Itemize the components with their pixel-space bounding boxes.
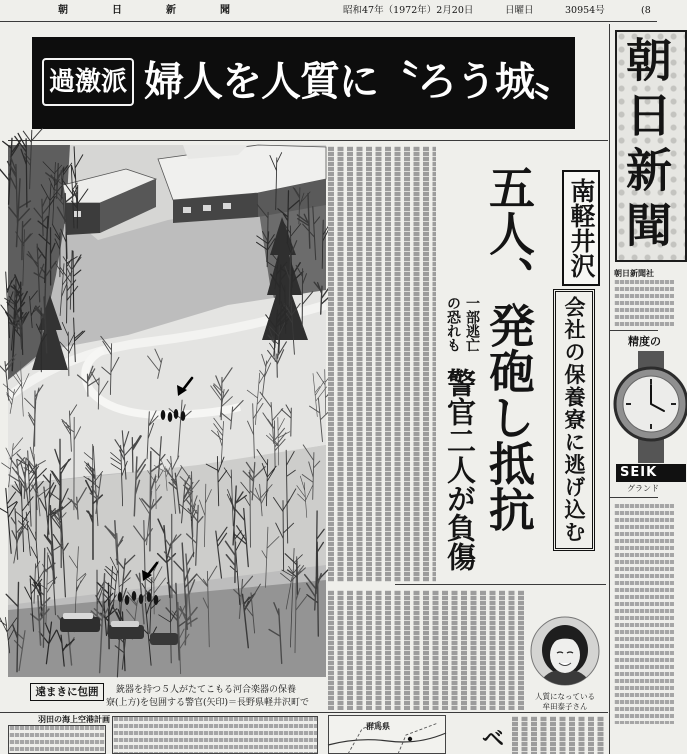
side-column	[609, 24, 673, 754]
photo-police-officer	[132, 591, 137, 601]
side-masthead-logo: 朝日新聞	[619, 36, 673, 256]
bottom-article-box	[112, 716, 318, 754]
banner-headline-bar	[32, 37, 575, 129]
watch-icon	[614, 351, 686, 463]
hostage-portrait	[530, 614, 600, 688]
portrait-caption	[522, 692, 608, 711]
subhead: 会社の保養寮に逃げ込む	[562, 296, 587, 544]
ad-tagline: 精度の	[628, 335, 661, 348]
main-headline: 五人、発砲し抵抗	[482, 164, 536, 532]
location-tag-text: 南軽井沢	[567, 178, 596, 278]
photo-caption-line: 寮(上方)を包囲する警官(矢印)＝長野県軽井沢町で	[106, 698, 310, 708]
portrait-caption-line: 人質になっている	[535, 692, 595, 701]
photo-label-text: 遠まきに包囲	[35, 686, 99, 698]
photo-vehicle	[150, 633, 178, 645]
paper-name: 朝日新聞	[58, 5, 274, 16]
bottom-article-text	[512, 716, 604, 754]
side-rule	[610, 330, 658, 331]
publisher-info-text	[614, 280, 674, 326]
portrait-caption-line: 牟田泰子さん	[542, 701, 588, 711]
photo-police-officer	[147, 592, 152, 602]
issue-date: 昭和47年（1972年）2月20日	[343, 5, 474, 16]
photo-caption-line: 銃器を持つ５人がたてこもる河合楽器の保養	[116, 685, 297, 695]
map-location-marker	[408, 737, 412, 741]
news-photo	[8, 145, 326, 677]
article-rule	[395, 584, 606, 585]
bottom-article-box	[8, 725, 106, 754]
photo-building-wall	[66, 203, 100, 235]
article-body-text	[328, 590, 524, 710]
issue-weekday: 日曜日	[505, 5, 534, 16]
banner-headline: 婦人を人質に〝ろう城〟	[144, 58, 573, 105]
edition-number: (8	[641, 5, 651, 16]
location-tag	[562, 170, 600, 286]
bottom-large-char: ベ	[482, 727, 505, 752]
photo-vehicle	[60, 617, 100, 632]
publisher-name: 朝日新聞社	[614, 268, 654, 278]
photo-vehicle-roof	[63, 613, 93, 619]
photo-police-officer	[154, 595, 159, 605]
portrait-face	[550, 637, 580, 673]
photo-label	[30, 683, 104, 701]
story-top-rule	[8, 140, 608, 141]
photo-police-officer	[181, 411, 186, 421]
ad-product: グランド	[627, 484, 659, 493]
header-rule	[0, 21, 657, 22]
photo-police-officer	[125, 595, 130, 605]
photo-police-officer	[118, 592, 123, 602]
banner-tag	[42, 58, 134, 106]
kicker-line: 一部逃亡	[464, 296, 480, 352]
side-column-text	[614, 504, 674, 724]
photo-vehicle	[108, 625, 144, 639]
article-body-text	[328, 146, 436, 582]
bottom-rule	[0, 712, 608, 713]
headline-kicker	[443, 296, 481, 352]
second-headline: 警官二人が負傷	[443, 368, 477, 571]
side-masthead-logo-box	[615, 30, 687, 262]
photo-police-officer	[174, 409, 179, 419]
bottom-headline: 羽田の海上空港計画	[38, 714, 110, 724]
subhead-box	[553, 289, 595, 551]
photo-vehicle-roof	[111, 621, 139, 627]
photo-police-officer	[161, 410, 166, 420]
photo-police-officer	[168, 412, 173, 422]
issue-number: 30954号	[565, 5, 605, 16]
side-rule	[610, 497, 658, 498]
banner-tag-text: 過激派	[48, 67, 127, 97]
ad-brand: SEIK	[616, 464, 686, 482]
kicker-line: の恐れも	[445, 296, 461, 352]
photo-police-officer	[139, 594, 144, 604]
map-label: 群馬県	[366, 721, 390, 731]
